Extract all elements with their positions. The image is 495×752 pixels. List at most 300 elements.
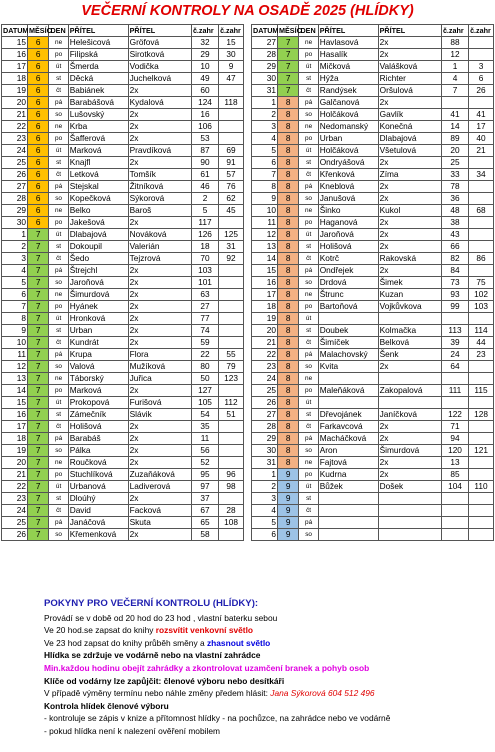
cell-day: út — [299, 313, 318, 325]
cell-month: 7 — [28, 397, 49, 409]
cell-garden-1: 20 — [441, 145, 468, 157]
col-header-garden-1: č.zahr — [191, 25, 218, 37]
cell-garden-2 — [219, 421, 244, 433]
cell-friend-1: Haganová — [318, 217, 378, 229]
cell-garden-1 — [441, 373, 468, 385]
cell-month: 6 — [28, 73, 49, 85]
cell-garden-1: 117 — [191, 217, 218, 229]
cell-garden-2 — [219, 121, 244, 133]
cell-month: 6 — [28, 181, 49, 193]
cell-date: 21 — [252, 337, 278, 349]
cell-date: 25 — [252, 385, 278, 397]
cell-friend-1: Kotrč — [318, 253, 378, 265]
cell-friend-1: Kundrát — [68, 337, 128, 349]
cell-friend-2: Kydalová — [128, 97, 191, 109]
cell-garden-2 — [469, 157, 494, 169]
cell-friend-1: Pálka — [68, 445, 128, 457]
cell-day: st — [49, 493, 68, 505]
table-row — [252, 469, 494, 481]
cell-day: čt — [299, 253, 318, 265]
cell-month: 7 — [28, 289, 49, 301]
cell-day: ne — [49, 121, 68, 133]
cell-month: 8 — [278, 229, 299, 241]
col-header-friend-2: PŘÍTEL — [378, 25, 441, 37]
cell-day: ne — [49, 205, 68, 217]
cell-month: 6 — [28, 205, 49, 217]
table-row — [2, 469, 244, 481]
cell-friend-1 — [318, 313, 378, 325]
cell-garden-1: 14 — [441, 121, 468, 133]
cell-garden-2: 75 — [469, 277, 494, 289]
cell-month: 8 — [278, 193, 299, 205]
cell-day: po — [49, 385, 68, 397]
cell-day: út — [49, 61, 68, 73]
cell-month: 7 — [28, 265, 49, 277]
table-row — [2, 61, 244, 73]
cell-garden-2 — [469, 517, 494, 529]
cell-date: 28 — [252, 49, 278, 61]
cell-date: 11 — [252, 217, 278, 229]
cell-garden-1 — [441, 493, 468, 505]
cell-friend-1: Belko — [68, 205, 128, 217]
cell-day: pá — [49, 97, 68, 109]
cell-garden-1: 18 — [191, 241, 218, 253]
cell-friend-2: Facková — [128, 505, 191, 517]
cell-friend-2: 2x — [378, 157, 441, 169]
cell-garden-2: 28 — [219, 505, 244, 517]
cell-day: ne — [49, 373, 68, 385]
cell-date: 21 — [2, 109, 28, 121]
cell-day: so — [299, 277, 318, 289]
col-header-day: DEN — [49, 25, 68, 37]
table-row — [2, 97, 244, 109]
instruction-line: Kontrola hlídek členové výboru — [44, 700, 169, 711]
cell-day: po — [299, 217, 318, 229]
cell-friend-2 — [378, 397, 441, 409]
table-row — [2, 373, 244, 385]
cell-day: pá — [299, 265, 318, 277]
cell-garden-2: 34 — [469, 169, 494, 181]
cell-friend-1: Urban — [68, 325, 128, 337]
cell-garden-2: 112 — [219, 397, 244, 409]
cell-friend-1: Maleňáková — [318, 385, 378, 397]
cell-day: ne — [299, 289, 318, 301]
cell-garden-1: 122 — [441, 409, 468, 421]
cell-friend-2: Ladiverová — [128, 481, 191, 493]
cell-garden-2 — [469, 193, 494, 205]
cell-day: út — [299, 481, 318, 493]
cell-date: 17 — [252, 289, 278, 301]
cell-garden-2: 110 — [469, 481, 494, 493]
cell-day: so — [49, 361, 68, 373]
table-row — [2, 529, 244, 541]
cell-day: út — [299, 229, 318, 241]
cell-month: 6 — [28, 169, 49, 181]
cell-month: 7 — [28, 241, 49, 253]
cell-friend-1: Šmerda — [68, 61, 128, 73]
cell-day: pá — [299, 349, 318, 361]
cell-month: 7 — [28, 325, 49, 337]
instruction-line: Min.každou hodinu obejít zahrádky a zkontrolovat uzamčení branek a pohyb osob — [44, 662, 370, 673]
cell-month: 8 — [278, 169, 299, 181]
cell-date: 25 — [2, 157, 28, 169]
cell-garden-2 — [469, 469, 494, 481]
cell-garden-1: 97 — [191, 481, 218, 493]
cell-garden-2 — [219, 313, 244, 325]
cell-garden-1: 10 — [191, 61, 218, 73]
cell-friend-2: Zakopalová — [378, 385, 441, 397]
table-row — [252, 289, 494, 301]
cell-day: so — [299, 445, 318, 457]
cell-friend-1: Kopečková — [68, 193, 128, 205]
cell-month: 7 — [28, 433, 49, 445]
cell-garden-1: 106 — [191, 121, 218, 133]
cell-friend-1: Děcká — [68, 73, 128, 85]
cell-friend-1: Galčanová — [318, 97, 378, 109]
cell-day: po — [49, 49, 68, 61]
cell-garden-2 — [219, 457, 244, 469]
cell-day: so — [299, 361, 318, 373]
cell-friend-1: Krba — [68, 121, 128, 133]
cell-date: 8 — [252, 181, 278, 193]
cell-friend-1: Filipská — [68, 49, 128, 61]
cell-garden-1: 85 — [441, 469, 468, 481]
cell-month: 7 — [278, 85, 299, 97]
cell-garden-1: 46 — [191, 181, 218, 193]
cell-month: 7 — [278, 61, 299, 73]
table-row — [2, 253, 244, 265]
table-row — [2, 241, 244, 253]
cell-garden-2: 40 — [469, 133, 494, 145]
cell-month: 7 — [28, 469, 49, 481]
cell-month: 6 — [28, 217, 49, 229]
cell-day: pá — [49, 265, 68, 277]
cell-day: pá — [49, 349, 68, 361]
cell-garden-1: 87 — [191, 145, 218, 157]
cell-garden-1: 105 — [191, 397, 218, 409]
cell-garden-2 — [219, 493, 244, 505]
cell-month: 8 — [278, 397, 299, 409]
cell-friend-2: 2x — [378, 193, 441, 205]
cell-day: st — [299, 325, 318, 337]
cell-garden-2 — [469, 37, 494, 49]
cell-garden-1: 88 — [441, 37, 468, 49]
col-header-garden-1: č.zahr — [441, 25, 468, 37]
cell-month: 8 — [278, 433, 299, 445]
cell-garden-2: 121 — [469, 445, 494, 457]
cell-friend-2: Juřica — [128, 373, 191, 385]
cell-day: čt — [49, 85, 68, 97]
table-row — [252, 421, 494, 433]
cell-friend-2: 2x — [128, 421, 191, 433]
cell-garden-1: 27 — [191, 301, 218, 313]
table-row — [252, 529, 494, 541]
cell-friend-1 — [318, 397, 378, 409]
cell-date: 25 — [2, 517, 28, 529]
cell-garden-2 — [469, 49, 494, 61]
cell-date: 10 — [2, 337, 28, 349]
cell-month: 8 — [278, 373, 299, 385]
cell-garden-1: 37 — [191, 493, 218, 505]
cell-garden-2 — [219, 337, 244, 349]
cell-day: so — [49, 445, 68, 457]
cell-date: 13 — [2, 373, 28, 385]
cell-garden-2: 17 — [469, 121, 494, 133]
cell-month: 7 — [28, 361, 49, 373]
cell-garden-2: 44 — [469, 337, 494, 349]
table-row — [252, 301, 494, 313]
cell-garden-2 — [469, 313, 494, 325]
instruction-line: Klíče od vodárny lze zapůjčit: členové výboru nebo desítkáři — [44, 675, 285, 686]
cell-garden-2 — [469, 241, 494, 253]
table-row — [252, 217, 494, 229]
cell-garden-1: 73 — [441, 277, 468, 289]
cell-date: 12 — [252, 229, 278, 241]
table-row — [252, 361, 494, 373]
cell-month: 9 — [278, 469, 299, 481]
cell-friend-1: Mičková — [318, 61, 378, 73]
cell-day: út — [49, 145, 68, 157]
table-row — [2, 493, 244, 505]
cell-garden-2: 98 — [219, 481, 244, 493]
cell-garden-1: 53 — [191, 133, 218, 145]
col-header-friend-1: PŘÍTEL — [318, 25, 378, 37]
cell-friend-1: Ondřejek — [318, 265, 378, 277]
cell-garden-1: 113 — [441, 325, 468, 337]
cell-garden-1 — [441, 505, 468, 517]
cell-month: 6 — [28, 133, 49, 145]
cell-friend-2: Zíma — [378, 169, 441, 181]
cell-garden-2: 30 — [219, 49, 244, 61]
cell-friend-1: David — [68, 505, 128, 517]
cell-day: čt — [299, 505, 318, 517]
table-row — [252, 457, 494, 469]
cell-garden-1: 95 — [191, 469, 218, 481]
cell-garden-1: 56 — [191, 445, 218, 457]
cell-date: 27 — [252, 37, 278, 49]
cell-date: 28 — [2, 193, 28, 205]
cell-garden-2: 92 — [219, 253, 244, 265]
cell-friend-1: Bůžek — [318, 481, 378, 493]
cell-garden-1: 5 — [191, 205, 218, 217]
col-header-friend-2: PŘÍTEL — [128, 25, 191, 37]
table-row — [252, 157, 494, 169]
cell-month: 7 — [28, 445, 49, 457]
cell-month: 7 — [28, 301, 49, 313]
cell-date: 26 — [2, 529, 28, 541]
cell-garden-2 — [469, 529, 494, 541]
cell-friend-1: Šimurdová — [68, 289, 128, 301]
table-row — [2, 73, 244, 85]
cell-date: 3 — [252, 121, 278, 133]
cell-month: 7 — [28, 277, 49, 289]
cell-date: 16 — [2, 409, 28, 421]
cell-friend-2: Zuzaňáková — [128, 469, 191, 481]
cell-day: po — [299, 385, 318, 397]
cell-friend-2: Gavlík — [378, 109, 441, 121]
cell-garden-2 — [219, 301, 244, 313]
cell-day: so — [49, 529, 68, 541]
cell-friend-2: 2x — [378, 433, 441, 445]
cell-friend-2: Tomšík — [128, 169, 191, 181]
cell-day: so — [299, 193, 318, 205]
cell-friend-1: Stuchlíková — [68, 469, 128, 481]
cell-friend-1: Knajfl — [68, 157, 128, 169]
instructions-heading: POKYNY PRO VEČERNÍ KONTROLU (HLÍDKY): — [44, 598, 259, 609]
cell-friend-2: Janíčková — [378, 409, 441, 421]
cell-month: 6 — [28, 37, 49, 49]
cell-friend-1: Lušovský — [68, 109, 128, 121]
cell-day: po — [49, 469, 68, 481]
table-row — [252, 325, 494, 337]
cell-garden-2: 91 — [219, 157, 244, 169]
cell-date: 24 — [252, 373, 278, 385]
cell-date: 22 — [2, 481, 28, 493]
cell-garden-1: 50 — [191, 373, 218, 385]
cell-month: 9 — [278, 517, 299, 529]
cell-friend-2: Kukol — [378, 205, 441, 217]
instructions-block — [44, 598, 494, 738]
table-row — [2, 421, 244, 433]
cell-friend-2: Juchelková — [128, 73, 191, 85]
cell-friend-1 — [318, 373, 378, 385]
cell-garden-1: 103 — [191, 265, 218, 277]
cell-date: 19 — [2, 445, 28, 457]
cell-friend-1: Křemenková — [68, 529, 128, 541]
cell-friend-2: 2x — [128, 385, 191, 397]
cell-garden-2: 57 — [219, 169, 244, 181]
cell-garden-2: 41 — [469, 109, 494, 121]
cell-garden-2 — [219, 385, 244, 397]
cell-friend-2: Všetulová — [378, 145, 441, 157]
cell-month: 8 — [278, 109, 299, 121]
cell-month: 6 — [28, 49, 49, 61]
instruction-line: V případě výměny termínu nebo náhle změny předem hlásit: Jana Sýkorová 604 512 496 — [44, 688, 375, 699]
cell-friend-1: Barabáš — [68, 433, 128, 445]
cell-month: 8 — [278, 289, 299, 301]
cell-garden-1: 111 — [441, 385, 468, 397]
cell-day: so — [49, 277, 68, 289]
cell-garden-1: 77 — [191, 313, 218, 325]
table-row — [2, 229, 244, 241]
cell-friend-2: Sýkorová — [128, 193, 191, 205]
cell-garden-2: 68 — [469, 205, 494, 217]
cell-garden-1: 43 — [441, 229, 468, 241]
cell-month: 9 — [278, 529, 299, 541]
cell-month: 8 — [278, 301, 299, 313]
cell-friend-2: 2x — [128, 121, 191, 133]
cell-friend-1: Krupa — [68, 349, 128, 361]
col-header-date: DATUM — [253, 26, 279, 35]
cell-date: 9 — [2, 325, 28, 337]
highlight-light-on: rozsvítit venkovní světlo — [155, 625, 254, 636]
cell-friend-1: Doubek — [318, 325, 378, 337]
cell-friend-1: Jaroňová — [318, 229, 378, 241]
cell-friend-1: Jakešová — [68, 217, 128, 229]
cell-date: 13 — [252, 241, 278, 253]
col-header-garden-2: č.zahr — [219, 25, 244, 37]
table-row — [2, 157, 244, 169]
cell-day: pá — [299, 181, 318, 193]
cell-friend-2: Konečná — [378, 121, 441, 133]
table-row — [2, 193, 244, 205]
cell-friend-2: Valerián — [128, 241, 191, 253]
table-row — [252, 253, 494, 265]
cell-garden-1: 1 — [441, 61, 468, 73]
cell-date: 30 — [2, 217, 28, 229]
cell-garden-2: 47 — [219, 73, 244, 85]
cell-friend-1: Šinko — [318, 205, 378, 217]
cell-friend-2: Flora — [128, 349, 191, 361]
cell-day: pá — [49, 181, 68, 193]
cell-garden-1: 93 — [441, 289, 468, 301]
table-row — [252, 337, 494, 349]
cell-friend-2: Dlabajová — [378, 133, 441, 145]
cell-friend-1: Táborský — [68, 373, 128, 385]
cell-garden-2 — [469, 181, 494, 193]
table-row — [252, 481, 494, 493]
cell-garden-1: 94 — [441, 433, 468, 445]
cell-day: so — [299, 529, 318, 541]
cell-month: 8 — [278, 325, 299, 337]
cell-garden-1: 126 — [191, 229, 218, 241]
table-row — [2, 361, 244, 373]
table-row — [2, 301, 244, 313]
cell-day: čt — [49, 337, 68, 349]
cell-friend-1: Valová — [68, 361, 128, 373]
cell-month: 7 — [28, 385, 49, 397]
cell-month: 7 — [28, 529, 49, 541]
table-row — [2, 265, 244, 277]
cell-month: 7 — [278, 73, 299, 85]
cell-day: ne — [299, 373, 318, 385]
cell-month: 8 — [278, 145, 299, 157]
cell-garden-1: 52 — [191, 457, 218, 469]
cell-garden-1: 12 — [441, 49, 468, 61]
cell-garden-2: 21 — [469, 145, 494, 157]
cell-date: 2 — [252, 109, 278, 121]
cell-garden-2: 26 — [469, 85, 494, 97]
cell-friend-1: Kneblová — [318, 181, 378, 193]
table-row — [252, 97, 494, 109]
table-row — [252, 409, 494, 421]
cell-garden-2 — [469, 265, 494, 277]
cell-day: ne — [299, 205, 318, 217]
table-row — [2, 169, 244, 181]
cell-garden-2 — [469, 493, 494, 505]
table-row — [2, 505, 244, 517]
cell-friend-2 — [378, 505, 441, 517]
cell-garden-2 — [219, 217, 244, 229]
cell-friend-2: 2x — [378, 181, 441, 193]
cell-garden-2: 103 — [469, 301, 494, 313]
cell-friend-1: Nedomanský — [318, 121, 378, 133]
cell-date: 17 — [2, 61, 28, 73]
cell-friend-1: Roučková — [68, 457, 128, 469]
cell-friend-2: 2x — [128, 265, 191, 277]
cell-day: čt — [299, 337, 318, 349]
cell-date: 26 — [2, 169, 28, 181]
instruction-line: Hlídka se zdržuje ve vodárně nebo na vlastní zahrádce — [44, 650, 261, 661]
cell-friend-2: 2x — [128, 493, 191, 505]
col-header-friend-1: PŘÍTEL — [68, 25, 128, 37]
cell-friend-1: Dřevojánek — [318, 409, 378, 421]
cell-date: 14 — [2, 385, 28, 397]
table-row — [252, 229, 494, 241]
cell-month: 8 — [278, 337, 299, 349]
table-row — [2, 517, 244, 529]
cell-garden-1 — [441, 517, 468, 529]
